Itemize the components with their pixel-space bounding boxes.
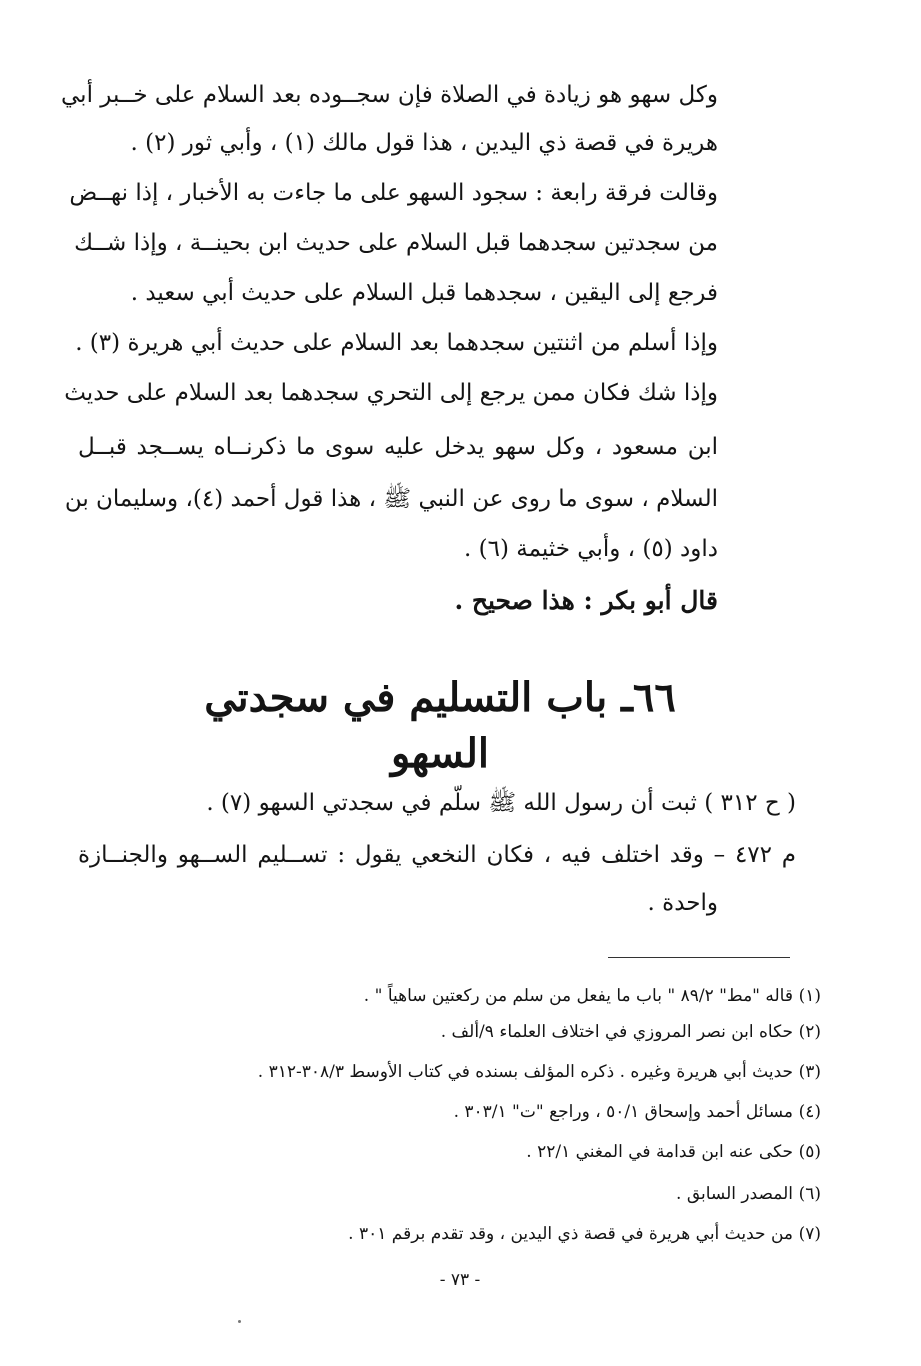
footnote-text: حديث أبي هريرة وغيره . ذكره المؤلف بسنده في كتاب الأوسط ٣٠٨/٣-٣١٢ . — [257, 1062, 793, 1082]
body-line: فرجع إلى اليقين ، سجدهما قبل السلام على حديث أبي سعيد . — [130, 280, 718, 306]
page-number: - ٧٣ - — [439, 1270, 481, 1290]
footnote-divider — [608, 957, 790, 958]
chapter-title: ٦٦ـ باب التسليم في سجدتي السهو — [204, 674, 676, 777]
body-line: ابن مسعود ، وكل سهو يدخل عليه سوى ما ذكرنــاه يســجد قبــل — [78, 434, 718, 460]
footnote-number: (٢) — [798, 1022, 821, 1042]
body-line: هريرة في قصة ذي اليدين ، هذا قول مالك (١) ، وأبي ثور (٢) . — [130, 130, 718, 156]
issue-line: واحدة . — [647, 890, 718, 916]
footnote-number: (٥) — [798, 1142, 821, 1162]
body-line: وقالت فرقة رابعة : سجود السهو على ما جاءت به الأخبار ، إذا نهــض — [69, 180, 718, 206]
body-line: وكل سهو هو زيادة في الصلاة فإن سجــوده بعد السلام على خــبر أبي — [61, 82, 718, 108]
footnote-number: (٤) — [798, 1102, 821, 1122]
footnote-text: قاله "مط" ٨٩/٢ " باب ما يفعل من سلم من ركعتين ساهياً " . — [363, 986, 793, 1006]
hadith-line: ( ح ٣١٢ ) ثبت أن رسول الله ﷺ سلّم في سجدتي السهو (٧) . — [206, 790, 796, 816]
scan-speck — [238, 1320, 241, 1323]
footnote-text: حكى عنه ابن قدامة في المغني ٢٢/١ . — [526, 1142, 793, 1162]
footnote-text: مسائل أحمد وإسحاق ٥٠/١ ، وراجع "ت" ٣٠٣/١ . — [453, 1102, 793, 1122]
footnote-text: حكاه ابن نصر المروزي في اختلاف العلماء ٩/ألف . — [440, 1022, 793, 1042]
footnote-number: (١) — [798, 986, 821, 1006]
footnote-text: المصدر السابق . — [676, 1184, 793, 1204]
body-line: السلام ، سوى ما روى عن النبي ﷺ ، هذا قول أحمد (٤)، وسليمان بن — [64, 486, 718, 512]
body-line: وإذا أسلم من اثنتين سجدهما بعد السلام على حديث أبي هريرة (٣) . — [75, 330, 718, 356]
body-line: وإذا شك فكان ممن يرجع إلى التحري سجدهما بعد السلام على حديث — [64, 380, 718, 406]
footnote-number: (٣) — [798, 1062, 821, 1082]
body-line: من سجدتين سجدهما قبل السلام على حديث ابن بحينــة ، وإذا شــك — [74, 230, 718, 256]
conclusion: قال أبو بكر : هذا صحيح . — [454, 586, 718, 615]
footnote-number: (٦) — [798, 1184, 821, 1204]
footnote-number: (٧) — [798, 1224, 821, 1244]
body-line: داود (٥) ، وأبي خثيمة (٦) . — [463, 536, 718, 562]
footnote-text: من حديث أبي هريرة في قصة ذي اليدين ، وقد تقدم برقم ٣٠١ . — [348, 1224, 793, 1244]
issue-line: م ٤٧٢ – وقد اختلف فيه ، فكان النخعي يقول : تســليم الســهو والجنــازة — [78, 842, 796, 868]
